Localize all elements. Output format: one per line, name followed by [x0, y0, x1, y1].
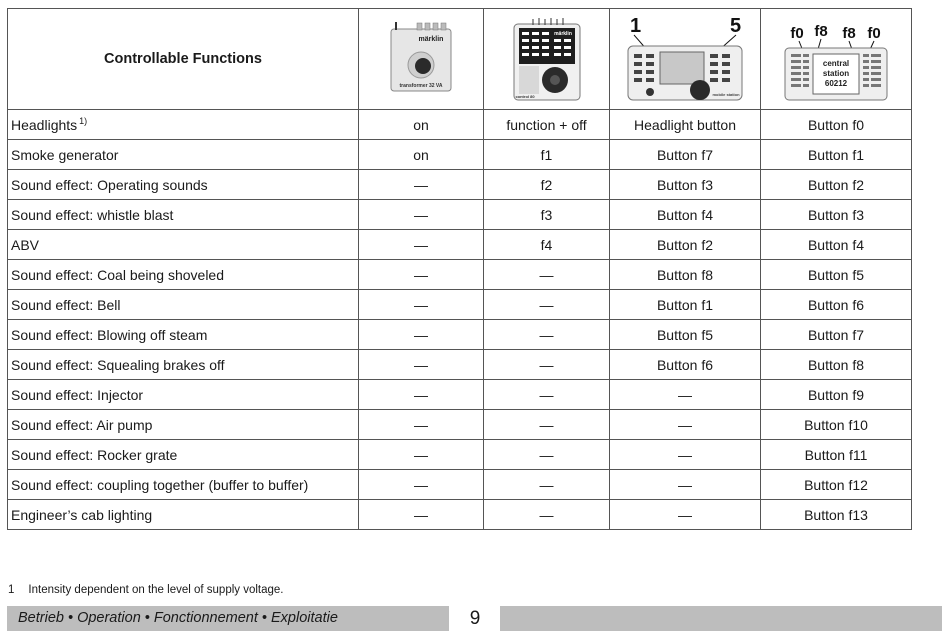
transformer-column-header — [359, 9, 484, 110]
control80-cell: — — [484, 320, 610, 350]
table-row — [8, 380, 912, 410]
table-row — [8, 290, 912, 320]
control80-cell: — — [484, 350, 610, 380]
row-label: Sound effect: coupling together (buffer to buffer) — [8, 470, 359, 500]
transformer-cell: — — [359, 410, 484, 440]
mobile-station-caption: mobile station — [712, 92, 740, 97]
control80-cell: — — [484, 260, 610, 290]
row-label: Smoke generator — [8, 140, 359, 170]
control80-caption: control 80 — [514, 94, 535, 99]
central-station-screen-line-1: central — [822, 59, 850, 68]
table-row — [8, 200, 912, 230]
transformer-cell: — — [359, 440, 484, 470]
table-row — [8, 410, 912, 440]
control80-cell: — — [484, 290, 610, 320]
control80-cell: — — [484, 410, 610, 440]
central-station-screen-line-2: station — [822, 69, 850, 78]
central-station-cell: Button f0 — [761, 110, 912, 140]
control80-cell: function + off — [484, 110, 610, 140]
central-station-marker-f0-left: f0 — [790, 25, 804, 42]
table-row — [8, 140, 912, 170]
mobile-station-cell: — — [610, 410, 761, 440]
transformer-cell: — — [359, 380, 484, 410]
mobile-station-marker-1: 1 — [630, 15, 642, 37]
footnote-ref: 1) — [79, 116, 88, 126]
table-row — [8, 320, 912, 350]
mobile-station-cell: — — [610, 380, 761, 410]
control80-cell: — — [484, 440, 610, 470]
central-station-screen-line-3: 60212 — [824, 79, 848, 88]
control-80-icon — [511, 16, 583, 102]
table-row — [8, 170, 912, 200]
footer-section-title: Betrieb • Operation • Fonctionnement • Exploitatie — [18, 610, 338, 626]
control80-cell: f4 — [484, 230, 610, 260]
central-station-cell: Button f11 — [761, 440, 912, 470]
central-station-cell: Button f12 — [761, 470, 912, 500]
central-station-cell: Button f3 — [761, 200, 912, 230]
control80-cell: f1 — [484, 140, 610, 170]
mobile-station-cell: Headlight button — [610, 110, 761, 140]
row-label: Sound effect: Squealing brakes off — [8, 350, 359, 380]
transformer-caption: transformer 32 VA — [399, 83, 443, 89]
central-station-cell: Button f4 — [761, 230, 912, 260]
row-label: Sound effect: Operating sounds — [8, 170, 359, 200]
transformer-cell: — — [359, 260, 484, 290]
control80-cell: f3 — [484, 200, 610, 230]
functions-table — [7, 8, 912, 530]
table-row — [8, 110, 912, 140]
table-row — [8, 230, 912, 260]
page-number: 9 — [469, 608, 481, 629]
table-header-row — [8, 9, 912, 110]
transformer-cell: — — [359, 200, 484, 230]
transformer-cell: — — [359, 350, 484, 380]
row-label: Sound effect: Blowing off steam — [8, 320, 359, 350]
mobile-station-icon — [622, 14, 748, 104]
header-label: Controllable Functions — [8, 9, 359, 110]
transformer-cell: — — [359, 470, 484, 500]
transformer-cell: — — [359, 320, 484, 350]
footer-right-bar — [500, 606, 942, 631]
central-station-cell: Button f13 — [761, 500, 912, 530]
control80-cell: f2 — [484, 170, 610, 200]
transformer-cell: — — [359, 500, 484, 530]
row-label: Sound effect: whistle blast — [8, 200, 359, 230]
row-label: Headlights $^{1)}$ — [8, 110, 359, 140]
transformer-cell: on — [359, 110, 484, 140]
central-station-column-header — [761, 9, 912, 110]
central-station-cell: Button f1 — [761, 140, 912, 170]
footnote-number: 1 — [8, 584, 15, 596]
table-row — [8, 470, 912, 500]
central-station-icon — [781, 14, 891, 104]
central-station-cell: Button f2 — [761, 170, 912, 200]
control80-cell: — — [484, 500, 610, 530]
transformer-brand: märklin — [418, 36, 444, 43]
mobile-station-cell: Button f1 — [610, 290, 761, 320]
transformer-cell: on — [359, 140, 484, 170]
mobile-station-cell: Button f6 — [610, 350, 761, 380]
central-station-marker-f8-left: f8 — [814, 23, 828, 40]
footnote — [8, 584, 284, 596]
footnote-text: Intensity dependent on the level of supply voltage. — [28, 584, 284, 596]
mobile-station-marker-5: 5 — [730, 15, 742, 37]
footer-section-bar — [7, 606, 449, 631]
central-station-cell: Button f6 — [761, 290, 912, 320]
mobile-station-cell: — — [610, 440, 761, 470]
row-label: Sound effect: Rocker grate — [8, 440, 359, 470]
mobile-station-cell: — — [610, 500, 761, 530]
mobile-station-cell: Button f2 — [610, 230, 761, 260]
row-label: ABV — [8, 230, 359, 260]
mobile-station-cell: — — [610, 470, 761, 500]
central-station-cell: Button f8 — [761, 350, 912, 380]
mobile-station-cell: Button f8 — [610, 260, 761, 290]
table-row — [8, 440, 912, 470]
mobile-station-cell: Button f5 — [610, 320, 761, 350]
transformer-cell: — — [359, 170, 484, 200]
control80-brand: märklin — [553, 31, 572, 37]
central-station-marker-f8-right: f8 — [842, 25, 856, 42]
row-label: Sound effect: Bell — [8, 290, 359, 320]
transformer-cell: — — [359, 230, 484, 260]
control80-cell: — — [484, 380, 610, 410]
control80-column-header — [484, 9, 610, 110]
row-label: Sound effect: Injector — [8, 380, 359, 410]
central-station-cell: Button f7 — [761, 320, 912, 350]
mobile-station-cell: Button f4 — [610, 200, 761, 230]
mobile-station-cell: Button f3 — [610, 170, 761, 200]
control80-cell: — — [484, 470, 610, 500]
central-station-cell: Button f5 — [761, 260, 912, 290]
row-label: Engineer’s cab lighting — [8, 500, 359, 530]
transformer-icon — [385, 21, 457, 97]
table-row — [8, 260, 912, 290]
row-label: Sound effect: Air pump — [8, 410, 359, 440]
mobile-station-column-header — [610, 9, 761, 110]
transformer-cell: — — [359, 290, 484, 320]
table-row — [8, 350, 912, 380]
central-station-marker-f0-right: f0 — [867, 25, 881, 42]
table-row — [8, 500, 912, 530]
central-station-cell: Button f10 — [761, 410, 912, 440]
central-station-cell: Button f9 — [761, 380, 912, 410]
mobile-station-cell: Button f7 — [610, 140, 761, 170]
row-label: Sound effect: Coal being shoveled — [8, 260, 359, 290]
